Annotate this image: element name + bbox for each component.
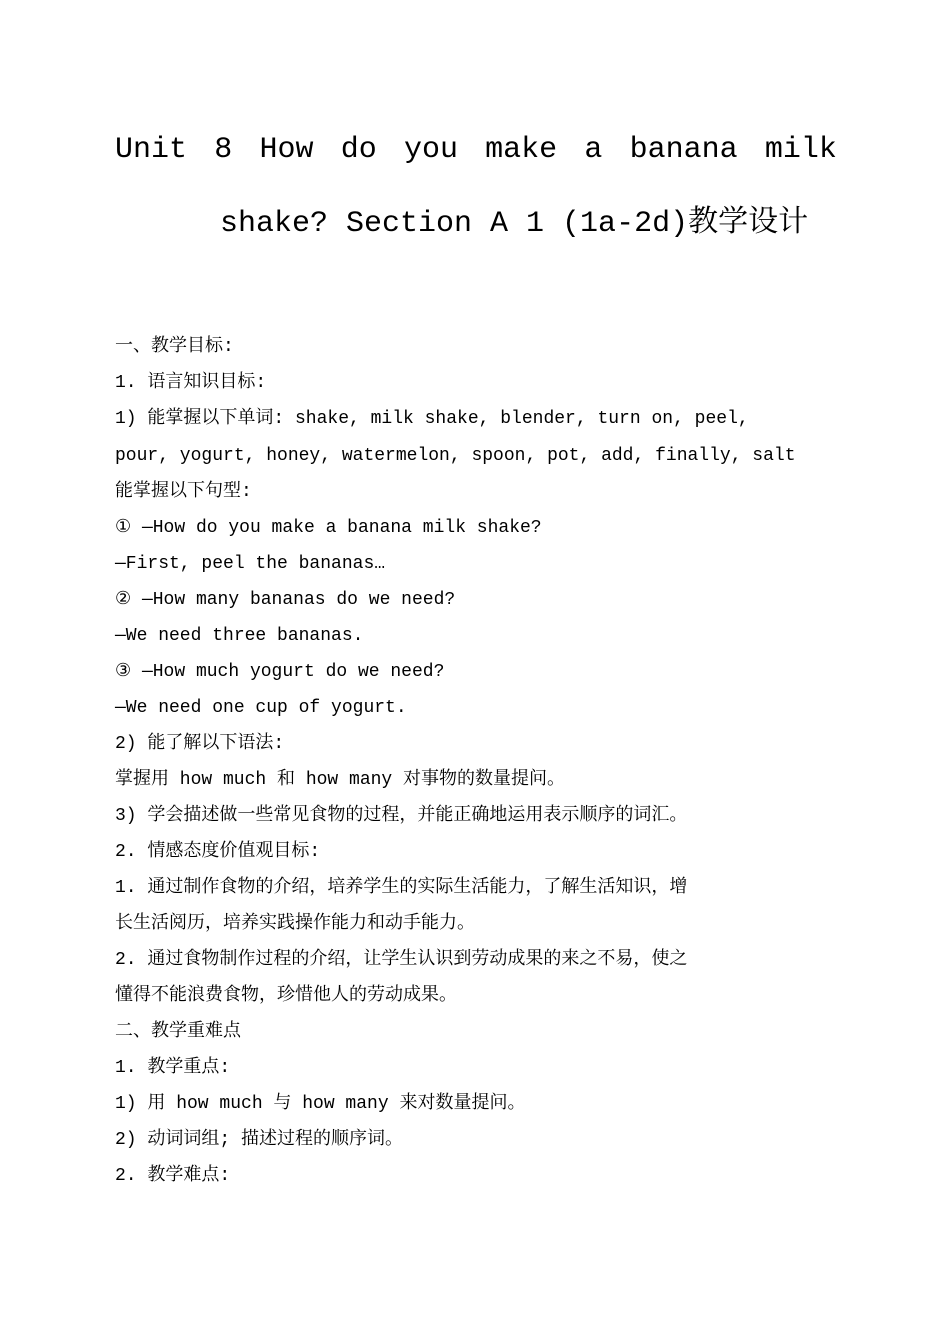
title-word: do <box>340 133 377 167</box>
dialogue-line: —We need one cup of yogurt. <box>115 698 407 718</box>
title-word: Unit <box>115 133 188 167</box>
vocabulary-line-1: 1) 能掌握以下单词: shake, milk shake, blender, turn on, peel, <box>115 409 749 429</box>
dialogue-line: ③ —How much yogurt do we need? <box>115 662 445 682</box>
section-heading-key-points: 二、教学重难点 <box>115 1022 241 1042</box>
title-word: milk <box>764 133 837 167</box>
grammar-line: 掌握用 how much 和 how many 对事物的数量提问。 <box>115 770 566 790</box>
title-word: make <box>485 133 558 167</box>
title-word: a <box>584 133 603 167</box>
sentence-patterns-heading: 能掌握以下句型: <box>115 482 252 502</box>
document-title-line-1 <box>115 130 837 170</box>
values-goal-line: 懂得不能浪费食物，珍惜他人的劳动成果。 <box>115 986 457 1006</box>
key-point-line: 2) 动词词组; 描述过程的顺序词。 <box>115 1130 404 1150</box>
dialogue-line: ② —How many bananas do we need? <box>115 590 456 610</box>
title-word: How <box>259 133 314 167</box>
subheading-difficult-points: 2. 教学难点: <box>115 1166 231 1186</box>
grammar-heading: 2) 能了解以下语法: <box>115 734 285 754</box>
subheading-values-goals: 2. 情感态度价值观目标: <box>115 842 321 862</box>
title-word: 8 <box>214 133 233 167</box>
vocabulary-line-2: pour, yogurt, honey, watermelon, spoon, pot, add, finally, salt <box>115 446 796 466</box>
title-word: banana <box>629 133 738 167</box>
subheading-key-points: 1. 教学重点: <box>115 1058 231 1078</box>
values-goal-line: 1. 通过制作食物的介绍，培养学生的实际生活能力，了解生活知识，增 <box>115 878 688 898</box>
title-word: you <box>403 133 458 167</box>
dialogue-line: —We need three bananas. <box>115 626 364 646</box>
process-description-line: 3) 学会描述做一些常见食物的过程，并能正确地运用表示顺序的词汇。 <box>115 806 688 826</box>
values-goal-line: 2. 通过食物制作过程的介绍，让学生认识到劳动成果的来之不易，使之 <box>115 950 688 970</box>
key-point-line: 1) 用 how much 与 how many 来对数量提问。 <box>115 1094 526 1114</box>
dialogue-line: —First, peel the bananas… <box>115 554 386 574</box>
values-goal-line: 长生活阅历，培养实践操作能力和动手能力。 <box>115 914 475 934</box>
dialogue-line: ① —How do you make a banana milk shake? <box>115 518 542 538</box>
section-heading-objectives: 一、教学目标: <box>115 337 234 357</box>
subheading-language-goals: 1. 语言知识目标: <box>115 373 267 393</box>
document-title-line-2: shake? Section A 1 (1a-2d)教学设计 <box>220 207 809 241</box>
